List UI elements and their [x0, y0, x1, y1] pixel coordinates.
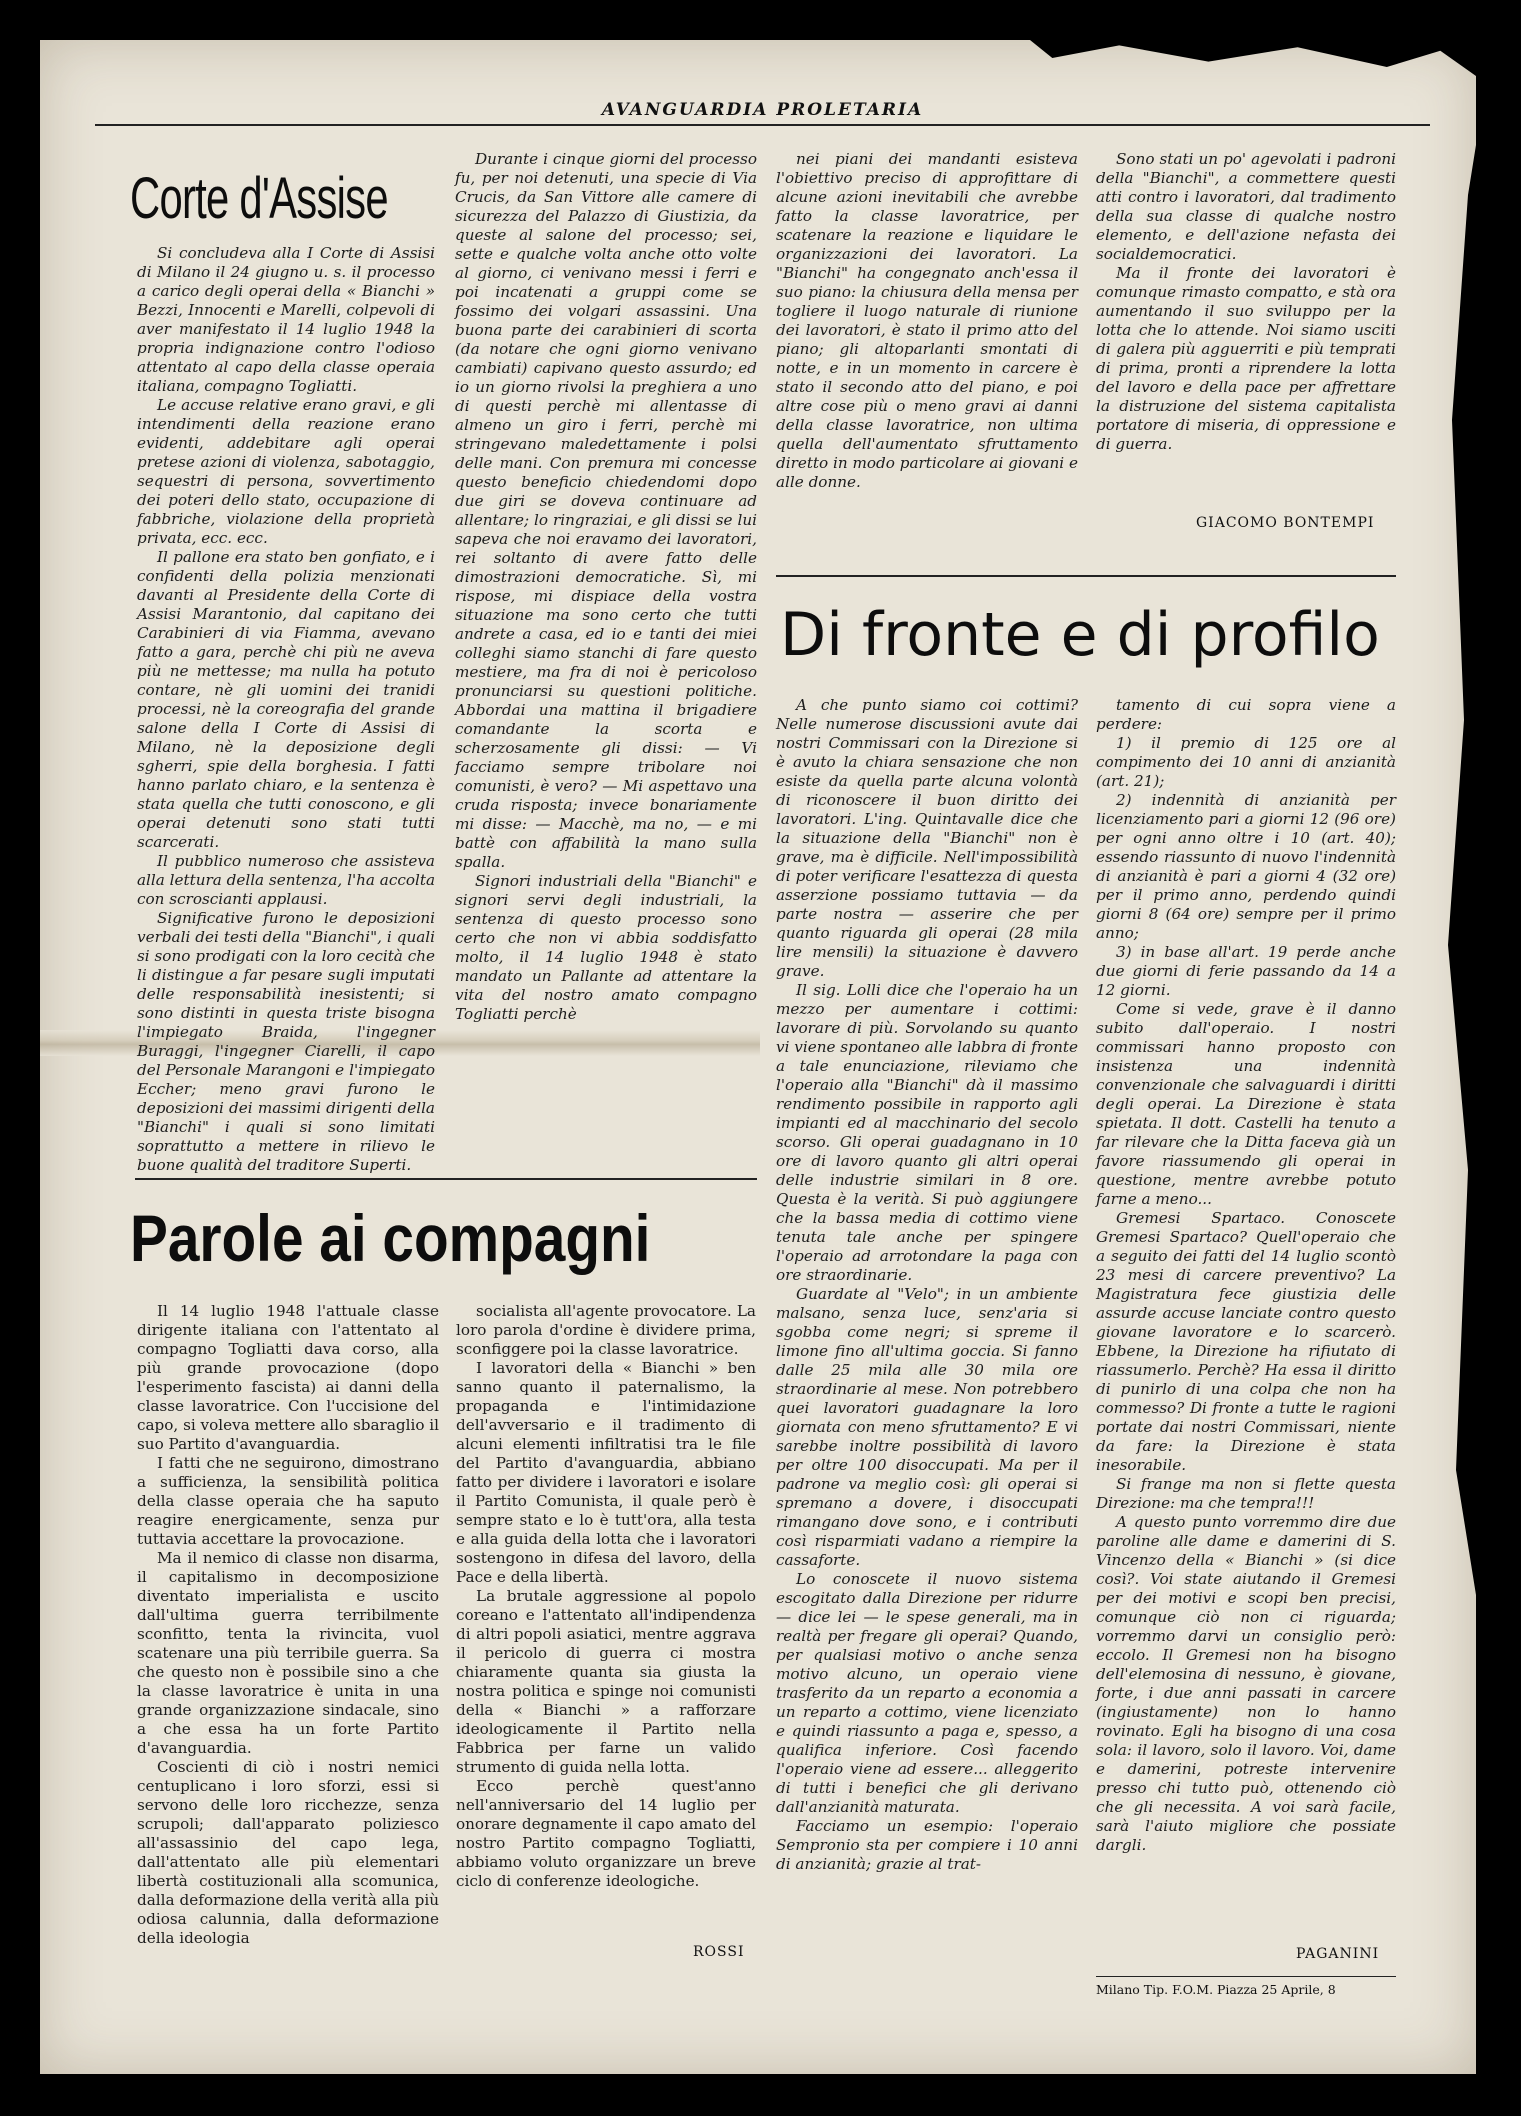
- paragraph: Il 14 luglio 1948 l'attuale classe dirigente italiana con l'attentato al compagno Togliatti dava corso, alla più grande provocazione (dopo l'esperimento fascista) ai danni della classe lavoratrice. Con l'uccisione del capo, si voleva mettere allo sbaraglio il suo Partito d'avanguardia.: [137, 1302, 439, 1453]
- paragraph: Guardate al "Velo"; in un ambiente malsano, senza luce, senz'aria si sgobba come negri; si spreme il limone fino all'ultima goccia. Si fanno dalle 25 mila alle 30 mila ore straordinarie al mese. Non potrebbero quei lavoratori guadagnare la loro giornata con meno sfruttamento? E vi sarebbe inoltre possibilità di lavoro per oltre 100 disoccupati. Ma per il padrone va meglio così: gli operai si spremano a dovere, i disoccupati rimangano dove sono, e i contributi così risparmiati vadano a riempire la cassaforte.: [776, 1285, 1078, 1569]
- article-column: [1096, 696, 1396, 1946]
- paragraph: Si frange ma non si flette questa Direzione: ma che tempra!!!: [1096, 1475, 1396, 1512]
- masthead-text: AVANGUARDIA PROLETARIA: [601, 100, 924, 120]
- paragraph: I fatti che ne seguirono, dimostrano a sufficienza, la sensibilità politica della classe operaia che ha saputo reagire energicamente, senza pur tuttavia accettare la provocazione.: [137, 1454, 439, 1548]
- paragraph: 3) in base all'art. 19 perde anche due giorni di ferie passando da 14 a 12 giorni.: [1096, 943, 1396, 999]
- divider: [776, 575, 1396, 577]
- article-column: [455, 150, 757, 1140]
- paragraph: Ma il nemico di classe non disarma, il capitalismo in decomposizione diventato imperialista e uscito dall'ultima guerra terribilmente sconfitto, tenta la rivincita, vuol scatenare una più terribile guerra. Sa che questo non è possibile sino a che la classe lavoratrice è unita in una grande organizzazione sindacale, sino a che essa ha un forte Partito d'avanguardia.: [137, 1549, 439, 1757]
- article-title-corte-assise: Corte d'Assise: [130, 166, 388, 231]
- paragraph: A che punto siamo coi cottimi? Nelle numerose discussioni avute dai nostri Commissari con la Direzione si è avuto la chiara sensazione che non esiste da quella parte alcuna volontà di riconoscere il buon diritto dei lavoratori. L'ing. Quintavalle dice che la situazione della "Bianchi" non è grave, ma è difficile. Nell'impossibilità di poter verificare l'esattezza di questa asserzione possiamo tuttavia — da parte nostra — asserire che per quanto riguarda gli operai (28 mila lire mensili) la situazione è davvero grave.: [776, 696, 1078, 980]
- signature-paganini: PAGANINI: [1296, 1946, 1380, 1962]
- article-column: [776, 696, 1078, 1966]
- article-column: [1096, 150, 1396, 505]
- paragraph: I lavoratori della « Bianchi » ben sanno quanto il paternalismo, la propaganda e l'intimidazione dell'avversario e il tradimento di alcuni elementi infiltratisi tra le file del Partito d'avanguardia, abbiano fatto per dividere i lavoratori e isolare il Partito Comunista, il quale però è sempre stato e lo è tutt'ora, alla testa e alla guida della lotta che i lavoratori sostengono in difesa del lavoro, della Pace e della libertà.: [456, 1359, 756, 1586]
- article-title-parole: Parole ai compagni: [130, 1201, 651, 1275]
- article-title-di-fronte: Di fronte e di profilo: [780, 600, 1380, 670]
- paragraph: Sono stati un po' agevolati i padroni della "Bianchi", a commettere questi atti contro i lavoratori, dal tradimento della sua classe di qualche nostro elemento, e dell'azione nefasta dei socialdemocratici.: [1096, 150, 1396, 263]
- masthead: [95, 100, 1430, 126]
- paragraph: Gremesi Spartaco. Conoscete Gremesi Spartaco? Quell'operaio che a seguito dei fatti del 14 luglio scontò 23 mesi di carcere preventivo? La Magistratura fece giustizia delle assurde accuse lanciate contro questo giovane lavoratore e lo scarcerò. Ebbene, la Direzione ha rifiutato di riassumerlo. Perchè? Ha essa il diritto di punirlo di una colpa che non ha commesso? Di fronte a tutte le ragioni portate dai nostri Commissari, niente da fare: la Direzione è stata inesorabile.: [1096, 1209, 1396, 1474]
- paragraph: nei piani dei mandanti esisteva l'obiettivo preciso di approfittare di alcune azioni inevitabili che avrebbe fatto la classe lavoratrice, per scatenare la reazione e liquidare le organizzazioni dei lavoratori. La "Bianchi" ha congegnato anch'essa il suo piano: la chiusura della mensa per togliere il luogo naturale di riunione dei lavoratori, è stato il primo atto del piano; gli altoparlanti smontati di notte, e in un momento in carcere è stato il secondo atto del piano, e poi altre cose più o meno gravi ai danni della classe lavoratrice, non ultima quella dell'aumentato sfruttamento diretto in modo particolare ai giovani e alle donne.: [776, 150, 1078, 491]
- paragraph: Ecco perchè quest'anno nell'anniversario del 14 luglio per onorare degnamente il capo amato del nostro Partito compagno Togliatti, abbiamo voluto organizzare un breve ciclo di conferenze ideologiche.: [456, 1777, 756, 1890]
- paragraph: Il sig. Lolli dice che l'operaio ha un mezzo per aumentare i cottimi: lavorare di più. Sorvolando su quanto vi viene spontaneo alle labbra di fronte a tale enunciazione, rileviamo che l'operaio alla "Bianchi" dà il massimo rendimento possibile in rapporto agli impianti ed al macchinario del secolo scorso. Gli operai guadagnano in 10 ore di lavoro quanto gli altri operai delle industrie similari in 8 ore. Questa è la verità. Si può aggiungere che la bassa media di cottimo viene tenuta tale anche per spingere l'operaio ad arrotondare la paga con ore straordinarie.: [776, 981, 1079, 1284]
- paragraph: socialista all'agente provocatore. La loro parola d'ordine è dividere prima, sconfiggere poi la classe lavoratrice.: [456, 1302, 756, 1358]
- paragraph: Coscienti di ciò i nostri nemici centuplicano i loro sforzi, essi si servono delle loro ricchezze, senza scrupoli; dall'apparato poliziesco all'assassinio del capo lega, dall'attentato alle più elementari libertà costituzionali alla scomunica, dalla deformazione della verità alla più odiosa calunnia, dalla deformazione della ideologia: [137, 1758, 439, 1947]
- paragraph: Lo conoscete il nuovo sistema escogitato dalla Direzione per ridurre — dice lei — le spese generali, ma in realtà per fregare gli operai? Quando, per qualsiasi motivo o anche senza motivo alcuno, un operaio viene trasferito da un reparto a economia a un reparto a cottimo, viene licenziato e quindi riassunto a paga e, spesso, a qualifica inferiore. Così facendo l'operaio viene ad essere... alleggerito di tutti i benefici che gli derivano dall'anzianità maturata.: [776, 1570, 1078, 1816]
- paragraph: Significative furono le deposizioni verbali dei testi della "Bianchi", i quali si sono prodigati con la loro cecità che li distingue a far pesare sugli imputati delle responsabilità inesistenti; si sono distinti in questa triste bisogna l'impiegato Braida, l'ingegner Buraggi, l'ingegner Ciarelli, il capo del Personale Marangoni e l'impiegato Eccher; meno gravi furono le deposizioni dei massimi dirigenti della "Bianchi" i quali si sono limitati soprattutto a mettere in rilievo le buone qualità del traditore Superti.: [137, 909, 435, 1174]
- paragraph: La brutale aggressione al popolo coreano e l'attentato all'indipendenza di altri popoli asiatici, mentre aggrava il pericolo di guerra ci mostra chiaramente quanta sia giusta la nostra politica e spinge noi comunisti della « Bianchi » a rafforzare ideologicamente il Partito nella Fabbrica per farne un valido strumento di guida nella lotta.: [456, 1587, 756, 1776]
- paragraph: 1) il premio di 125 ore al compimento dei 10 anni di anzianità (art. 21);: [1096, 734, 1396, 790]
- signature-rossi: ROSSI: [693, 1944, 745, 1960]
- paragraph: Il pubblico numeroso che assisteva alla lettura della sentenza, l'ha accolta con scroscianti applausi.: [137, 852, 436, 908]
- paragraph: Si concludeva alla I Corte di Assisi di Milano il 24 giugno u. s. il processo a carico degli operai della « Bianchi » Bezzi, Innocenti e Marelli, colpevoli di aver manifestato il 14 luglio 1948 la propria indignazione contro l'odioso attentato al capo della classe operaia italiana, compagno Togliatti.: [137, 244, 435, 395]
- article-column: [137, 1302, 439, 1962]
- paragraph: Ma il fronte dei lavoratori è comunque rimasto compatto, e stà ora aumentando il suo sviluppo per la lotta che lo attende. Noi siamo usciti di galera più agguerriti e più temprati di prima, pronti a riprendere la lotta del lavoro e della pace per affrettare la distruzione del sistema capitalista portatore di miseria, di oppressione e di guerra.: [1096, 264, 1396, 453]
- paragraph: tamento di cui sopra viene a perdere:: [1096, 696, 1396, 733]
- paragraph: Le accuse relative erano gravi, e gli intendimenti della reazione erano evidenti, addebitare agli operai pretese azioni di violenza, sabotaggio, sequestri di persona, sovvertimento dei poteri dello stato, occupazione di fabbriche, violazione della proprietà privata, ecc. ecc.: [137, 396, 435, 547]
- printer-imprint: Milano Tip. F.O.M. Piazza 25 Aprile, 8: [1096, 1982, 1336, 1997]
- paragraph: A questo punto vorremmo dire due paroline alle dame e damerini di S. Vincenzo della « Bianchi » (si dice così?. Voi state aiutando il Gremesi per dei motivi e scopi ben precisi, comunque ciò non ci riguarda; vorremmo darvi un consiglio però: eccolo. Il Gremesi non ha bisogno dell'elemosina di nessuno, è giovane, forte, i due anni passati in carcere (ingiustamente) non lo hanno rovinato. Egli ha bisogno di una cosa sola: il lavoro, solo il lavoro. Voi, dame e damerini, potreste intervenire presso chi tutto può, ottenendo ciò che gli necessita. A voi sarà facile, sarà l'aiuto migliore che possiate dargli.: [1096, 1513, 1396, 1854]
- paragraph: Il pallone era stato ben gonfiato, e i confidenti della polizia menzionati davanti al Presidente della Corte di Assisi Marantonio, dal capitano dei Carabinieri di via Fiamma, avevano fatto a gara, perchè chi più ne aveva più ne mettesse; ma nulla ha potuto contare, nè gli uomini dei tranidi processi, nè la coreografia del grande salone della I Corte di Assisi di Milano, nè la deposizione degli sgherri, spie della borghesia. I fatti hanno parlato chiaro, e la sentenza è stata quella che tutti conoscono, e gli operai detenuti sono stati tutti scarcerati.: [137, 548, 435, 851]
- paragraph: Facciamo un esempio: l'operaio Sempronio sta per compiere i 10 anni di anzianità; grazie al trat-: [776, 1817, 1078, 1873]
- article-column: [137, 244, 436, 1174]
- article-column: [456, 1302, 756, 1922]
- divider: [1096, 1976, 1396, 1977]
- paragraph: Signori industriali della "Bianchi" e signori servi degli industriali, la sentenza di questo processo sono certo che non vi abbia soddisfatto molto, il 14 luglio 1948 è stato mandato un Pallante ad attentare la vita del nostro amato compagno Togliatti perchè: [455, 872, 757, 1023]
- paragraph: Come si vede, grave è il danno subito dall'operaio. I nostri commissari hanno proposto con insistenza una indennità convenzionale che salvaguardi i diritti degli operai. La Direzione è stata spietata. Il dott. Castelli ha tenuto a far rilevare che la Ditta faceva già un favore riassumendo gli operai in questione, mentre avrebbe potuto farne a meno...: [1096, 1000, 1396, 1208]
- paragraph: 2) indennità di anzianità per licenziamento pari a giorni 12 (96 ore) per ogni anno oltre i 10 (art. 40); essendo riassunto di nuovo l'indennità di anzianità è pari a giorni 4 (32 ore) per il primo anno, perdendo quindi giorni 8 (64 ore) sempre per il primo anno;: [1096, 791, 1396, 942]
- divider: [135, 1178, 757, 1180]
- paragraph: Durante i cinque giorni del processo fu, per noi detenuti, una specie di Via Crucis, da San Vittore alle camere di sicurezza del Palazzo di Giustizia, da queste al salone del processo; sei, sette e qualche volta anche otto volte al giorno, ci venivano messi i ferri e poi incatenati a gruppi come se fossimo dei volgari assassini. Una buona parte dei carabinieri di scorta (da notare che ogni giorno venivano cambiati) capivano questo assurdo; ed io un giorno rivolsi la preghiera a uno di questi perchè mi allentasse di almeno un giro i ferri, perchè mi stringevano maledettamente i polsi delle mani. Con premura mi concesse questo beneficio chiedendomi dopo due giri se doveva continuare ad allentare; lo ringraziai, e gli dissi se lui sapeva che noi eravamo dei lavoratori, rei soltanto di avere fatto delle dimostrazioni democratiche. Sì, mi rispose, mi dispiace della vostra situazione ma sono certo che tutti andrete a casa, ed io e tanti dei miei colleghi siamo stanchi di fare questo mestiere, ma fra di noi è pericoloso pronunciarsi su questioni politiche. Abbordai una mattina il brigadiere comandante la scorta e scherzosamente gli dissi: — Vi facciamo sempre tribolare noi comunisti, è vero? — Mi aspettavo una cruda risposta; invece bonariamente mi disse: — Macchè, ma no, — e mi battè con affabilità la mano sulla spalla.: [455, 150, 757, 871]
- signature-bontempi: GIACOMO BONTEMPI: [1196, 515, 1375, 531]
- article-column: [776, 150, 1078, 540]
